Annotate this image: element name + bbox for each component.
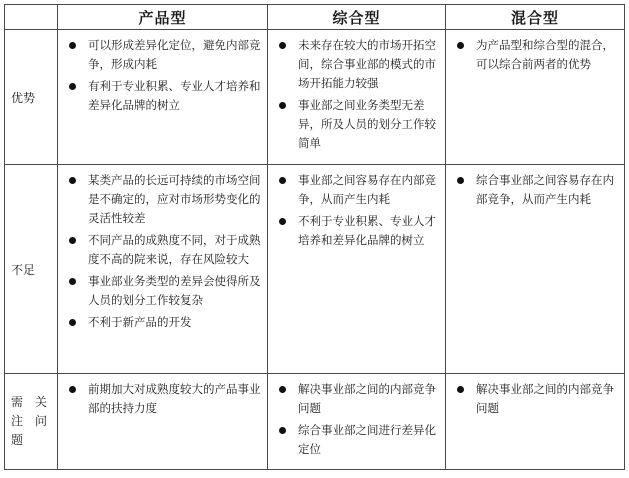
list-item: 事业部之间容易存在内部竞争，从而产生内耗 xyxy=(278,171,439,209)
row-advantages xyxy=(5,30,625,165)
bullet-icon xyxy=(69,386,76,393)
cell-shortcomings-comprehensive xyxy=(268,165,446,374)
bullet-list xyxy=(446,374,624,423)
list-item: 有利于专业积累、专业人才培养和差异化品牌的树立 xyxy=(68,77,261,115)
row-label-issues: 需 关 注 问 题 xyxy=(5,374,58,470)
row-label-advantages: 优势 xyxy=(5,30,58,165)
list-item: 解决事业部之间的内部竞争问题 xyxy=(278,380,439,418)
bullet-icon xyxy=(69,42,76,49)
list-item: 事业部业务类型的差异会使得所及人员的划分工作较复杂 xyxy=(68,272,261,310)
list-item: 前期加大对成熟度较大的产品事业部的扶持力度 xyxy=(68,380,261,418)
list-item: 综合事业部之间进行差异化定位 xyxy=(278,421,439,459)
bullet-list xyxy=(58,165,267,337)
list-item: 某类产品的长远可持续的市场空间是不确定的，应对市场形势变化的灵活性较差 xyxy=(68,171,261,228)
corner-cell xyxy=(5,5,58,30)
bullet-icon xyxy=(69,237,76,244)
list-item: 事业部之间业务类型无差异，所及人员的划分工作较简单 xyxy=(278,96,439,153)
bullet-list xyxy=(268,374,445,464)
list-item: 不利于新产品的开发 xyxy=(68,313,261,332)
bullet-icon xyxy=(279,386,286,393)
bullet-icon xyxy=(69,319,76,326)
header-comprehensive-type: 综合型 xyxy=(268,5,446,30)
bullet-icon xyxy=(69,278,76,285)
list-item: 为产品型和综合型的混合，可以综合前两者的优势 xyxy=(456,36,618,74)
bullet-list xyxy=(268,30,445,158)
cell-shortcomings-product xyxy=(58,165,268,374)
cell-advantages-comprehensive xyxy=(268,30,446,165)
list-item: 不同产品的成熟度不同，对于成熟度不高的院来说，存在风险较大 xyxy=(68,231,261,269)
header-row xyxy=(5,5,625,30)
list-item: 综合事业部之间容易存在内部竞争，从而产生内耗 xyxy=(456,171,618,209)
cell-issues-comprehensive xyxy=(268,374,446,470)
bullet-icon xyxy=(457,177,464,184)
bullet-list xyxy=(446,30,624,79)
cell-advantages-product xyxy=(58,30,268,165)
row-label-shortcomings: 不足 xyxy=(5,165,58,374)
row-issues xyxy=(5,374,625,470)
bullet-icon xyxy=(279,427,286,434)
comparison-table xyxy=(4,4,625,470)
bullet-icon xyxy=(69,83,76,90)
cell-issues-product xyxy=(58,374,268,470)
list-item: 可以形成差异化定位，避免内部竞争，形成内耗 xyxy=(68,36,261,74)
cell-advantages-mixed xyxy=(446,30,625,165)
bullet-list xyxy=(58,374,267,423)
row-shortcomings xyxy=(5,165,625,374)
header-mixed-type: 混合型 xyxy=(446,5,625,30)
bullet-list xyxy=(58,30,267,120)
cell-issues-mixed xyxy=(446,374,625,470)
list-item: 未来存在较大的市场开拓空间，综合事业部的模式的市场开拓能力较强 xyxy=(278,36,439,93)
list-item: 不利于专业积累、专业人才培养和差异化品牌的树立 xyxy=(278,212,439,250)
bullet-icon xyxy=(457,42,464,49)
bullet-list xyxy=(268,165,445,255)
bullet-icon xyxy=(279,42,286,49)
bullet-icon xyxy=(457,386,464,393)
bullet-icon xyxy=(69,177,76,184)
bullet-icon xyxy=(279,102,286,109)
comparison-table-wrapper xyxy=(4,4,625,470)
list-item: 解决事业部之间的内部竞争问题 xyxy=(456,380,618,418)
bullet-list xyxy=(446,165,624,214)
cell-shortcomings-mixed xyxy=(446,165,625,374)
bullet-icon xyxy=(279,177,286,184)
bullet-icon xyxy=(279,218,286,225)
header-product-type: 产品型 xyxy=(58,5,268,30)
